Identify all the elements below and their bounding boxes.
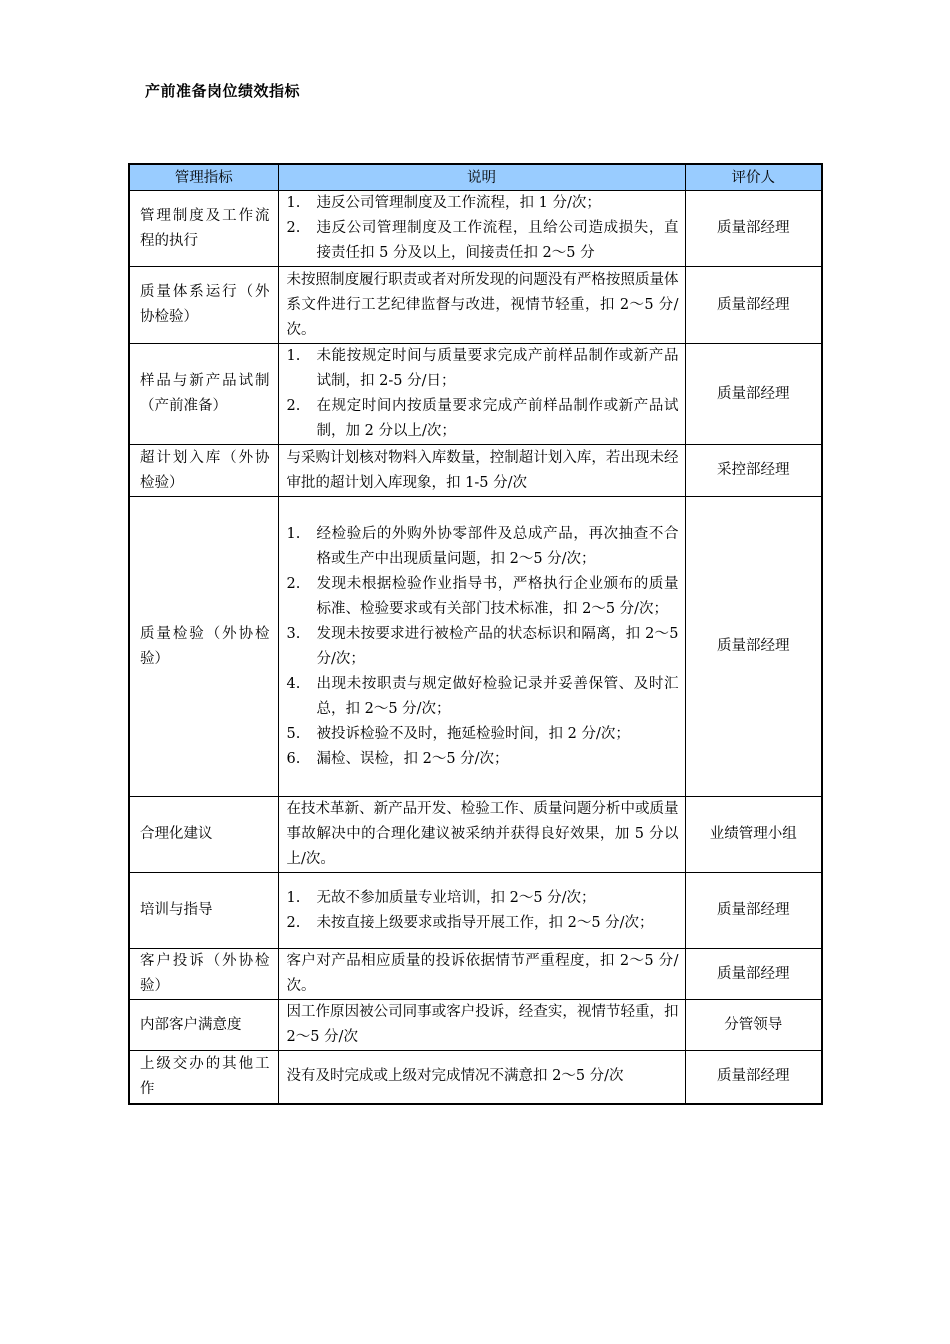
description-text: 因工作原因被公司同事或客户投诉，经查实，视情节轻重，扣 2～5 分/次: [286, 1004, 679, 1045]
item-text: 经检验后的外购外协零部件及总成产品，再次抽查不合格或生产中出现质量问题，扣 2～5 分/次；: [316, 525, 679, 567]
item-number: 5.: [286, 725, 301, 742]
description-list: [287, 522, 679, 772]
item-number: 2.: [286, 575, 301, 592]
description-cell: [278, 191, 685, 267]
evaluator-cell: 质量部经理: [685, 267, 822, 344]
table-row: [129, 873, 822, 949]
evaluator-cell: 质量部经理: [685, 1051, 822, 1104]
description-text: 未按照制度履行职责或者对所发现的问题没有严格按照质量体系文件进行工艺纪律监督与改进，视情节轻重，扣 2～5 分/次。: [286, 271, 679, 338]
description-text: 客户对产品相应质量的投诉依据情节严重程度，扣 2～5 分/次。: [286, 953, 679, 994]
evaluator-cell: 业绩管理小组: [685, 797, 822, 873]
list-item: [287, 886, 679, 911]
description-cell: [278, 267, 685, 344]
item-number: 1.: [286, 195, 301, 211]
description-text: 在技术革新、新产品开发、检验工作、质量问题分析中或质量事故解决中的合理化建议被采纳并获得良好效果，加 5 分以上/次。: [286, 801, 679, 867]
description-cell: [278, 873, 685, 949]
list-item: [287, 622, 679, 672]
kpi-table: [128, 163, 823, 1105]
item-text: 发现未根据检验作业指导书，严格执行企业颁布的质量标准、检验要求或有关部门技术标准，扣 2～5 分/次；: [316, 575, 679, 617]
table-row: [129, 445, 822, 497]
indicator-cell: 客户投诉（外协检验）: [129, 949, 278, 1000]
table-row: [129, 1051, 822, 1104]
list-item: [287, 672, 679, 722]
list-item: [287, 747, 679, 772]
description-list: [287, 191, 679, 266]
item-text: 无故不参加质量专业培训，扣 2～5 分/次；: [316, 889, 596, 906]
description-text: 没有及时完成或上级对完成情况不满意扣 2～5 分/次: [286, 1068, 624, 1085]
table-row: [129, 497, 822, 797]
table-row: [129, 344, 822, 445]
item-number: 4.: [286, 675, 301, 692]
description-list: [287, 886, 679, 936]
evaluator-cell: 分管领导: [685, 1000, 822, 1051]
indicator-cell: 质量检验（外协检验）: [129, 497, 278, 797]
header-evaluator: 评价人: [685, 164, 822, 191]
indicator-cell: 超计划入库（外协检验）: [129, 445, 278, 497]
evaluator-cell: 质量部经理: [685, 873, 822, 949]
list-item: [287, 216, 679, 266]
table-row: [129, 267, 822, 344]
item-number: 1.: [286, 348, 301, 364]
item-text: 发现未按要求进行被检产品的状态标识和隔离，扣 2～5 分/次；: [316, 625, 679, 667]
item-number: 1.: [286, 889, 301, 906]
item-text: 违反公司管理制度及工作流程，扣 1 分/次；: [316, 195, 601, 211]
indicator-cell: 上级交办的其他工作: [129, 1051, 278, 1104]
item-number: 2.: [286, 914, 301, 931]
item-number: 2.: [286, 398, 301, 414]
description-cell: [278, 497, 685, 797]
item-text: 在规定时间内按质量要求完成产前样品制作或新产品试制，加 2 分以上/次；: [316, 398, 679, 439]
table-header-row: [129, 164, 822, 191]
indicator-cell: 内部客户满意度: [129, 1000, 278, 1051]
description-cell: [278, 344, 685, 445]
header-description: 说明: [278, 164, 685, 191]
list-item: [287, 394, 679, 444]
list-item: [287, 911, 679, 936]
indicator-cell: 合理化建议: [129, 797, 278, 873]
list-item: [287, 572, 679, 622]
table-row: [129, 949, 822, 1000]
page-title: 产前准备岗位绩效指标: [145, 82, 301, 100]
table-row: [129, 797, 822, 873]
table-row: [129, 1000, 822, 1051]
description-cell: [278, 1051, 685, 1104]
item-text: 出现未按职责与规定做好检验记录并妥善保管、及时汇总，扣 2～5 分/次；: [316, 675, 679, 717]
list-item: [287, 522, 679, 572]
list-item: [287, 722, 679, 747]
item-number: 3.: [286, 625, 301, 642]
evaluator-cell: 质量部经理: [685, 949, 822, 1000]
item-number: 6.: [286, 750, 301, 767]
indicator-cell: 培训与指导: [129, 873, 278, 949]
list-item: [287, 191, 679, 216]
evaluator-cell: 采控部经理: [685, 445, 822, 497]
description-list: [287, 344, 679, 444]
description-cell: [278, 797, 685, 873]
table-row: [129, 191, 822, 267]
item-number: 2.: [286, 220, 301, 236]
description-cell: [278, 949, 685, 1000]
item-text: 未能按规定时间与质量要求完成产前样品制作或新产品试制，扣 2-5 分/日；: [316, 348, 679, 389]
item-text: 被投诉检验不及时，拖延检验时间，扣 2 分/次；: [316, 725, 630, 742]
indicator-cell: 样品与新产品试制（产前准备）: [129, 344, 278, 445]
indicator-cell: 管理制度及工作流程的执行: [129, 191, 278, 267]
list-item: [287, 344, 679, 394]
description-cell: [278, 445, 685, 497]
indicator-cell: 质量体系运行（外协检验）: [129, 267, 278, 344]
description-text: 与采购计划核对物料入库数量，控制超计划入库，若出现未经审批的超计划入库现象，扣 1-5 分/次: [286, 449, 679, 491]
evaluator-cell: 质量部经理: [685, 497, 822, 797]
evaluator-cell: 质量部经理: [685, 344, 822, 445]
item-text: 漏检、误检，扣 2～5 分/次；: [316, 750, 509, 767]
item-text: 违反公司管理制度及工作流程，且给公司造成损失，直接责任扣 5 分及以上，间接责任扣 2～5 分: [316, 220, 679, 261]
evaluator-cell: 质量部经理: [685, 191, 822, 267]
header-indicator: 管理指标: [129, 164, 278, 191]
item-text: 未按直接上级要求或指导开展工作，扣 2～5 分/次；: [316, 914, 654, 931]
item-number: 1.: [286, 525, 301, 542]
description-cell: [278, 1000, 685, 1051]
